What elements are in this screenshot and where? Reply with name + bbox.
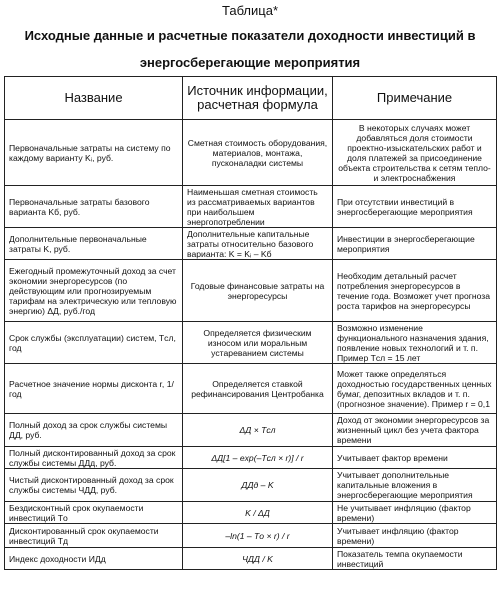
row-name: Расчетное значение нормы дисконта r, 1/год: [5, 364, 183, 414]
row-source: ΔД[1 – exp(–Tсл × r)] / r: [183, 447, 333, 469]
row-name: Полный дисконтированный доход за срок службы системы ДДд, руб.: [5, 447, 183, 469]
row-note: Показатель темпа окупаемости инвестиций: [333, 548, 497, 570]
table-row: [5, 447, 497, 469]
row-source: K / ΔД: [183, 502, 333, 524]
row-source: –ln(1 – Tо × r) / r: [183, 524, 333, 548]
row-source: ЧДД / K: [183, 548, 333, 570]
row-source: Определяется физическим износом или моральным устареванием системы: [183, 322, 333, 364]
table-number: Таблица*: [221, 3, 279, 18]
row-source: Дополнительные капитальные затраты относительно базового варианта: K = Kᵢ – Kб: [183, 228, 333, 260]
row-note: Инвестиции в энергосберегающие мероприятия: [333, 228, 497, 260]
table-row: [5, 524, 497, 548]
table-title-line-2: энергосберегающие мероприятия: [139, 55, 361, 70]
row-name: Бездисконтный срок окупаемости инвестиций Tо: [5, 502, 183, 524]
table-row: [5, 502, 497, 524]
row-name: Срок службы (эксплуатации) систем, Tсл, год: [5, 322, 183, 364]
row-source: Определяется ставкой рефинансирования Центробанка: [183, 364, 333, 414]
table-header-row: [5, 77, 497, 120]
row-name: Полный доход за срок службы системы ДД, руб.: [5, 414, 183, 447]
table-row: [5, 322, 497, 364]
investment-table: [4, 76, 497, 570]
table-row: [5, 186, 497, 228]
table-title-line-1: Исходные данные и расчетные показатели доходности инвестиций в: [24, 28, 476, 43]
row-name: Индекс доходности ИДд: [5, 548, 183, 570]
table-row: [5, 120, 497, 186]
table-row: [5, 364, 497, 414]
row-note: Возможно изменение функционального назначения здания, появление новых технологий и т. п. Пример Tсл = 15 лет: [333, 322, 497, 364]
table-row: [5, 548, 497, 570]
header-source: Источник информации, расчетная формула: [183, 77, 333, 120]
header-note: Примечание: [333, 77, 497, 120]
row-note: Учитывает фактор времени: [333, 447, 497, 469]
row-note: Учитывает инфляцию (фактор времени): [333, 524, 497, 548]
row-name: Дисконтированный срок окупаемости инвестиций Tд: [5, 524, 183, 548]
row-note: Не учитывает инфляцию (фактор времени): [333, 502, 497, 524]
row-note: Может также определяться доходностью государственных ценных бумаг, депозитных вкладов и т. п. (прогнозное значение). Пример r = 0,1: [333, 364, 497, 414]
row-note: Необходим детальный расчет потребления энергоресурсов в течение года. Возможет учет прогноза роста тарифов на энергоресурсы: [333, 260, 497, 322]
header-name: Название: [5, 77, 183, 120]
row-source: Годовые финансовые затраты на энергоресурсы: [183, 260, 333, 322]
row-note: В некоторых случаях может добавляться доля стоимости проектно-изыскательских работ и доля платежей за присоединение объекта строительства к сетям тепло- и электроснабжения: [333, 120, 497, 186]
row-note: При отсутствии инвестиций в энергосберегающие мероприятия: [333, 186, 497, 228]
row-name: Ежегодный промежуточный доход за счет экономии энергоресурсов (по действующим или прогнозируемым тарифам на электрическую или тепловую энергию) ΔД, руб./год: [5, 260, 183, 322]
row-name: Первоначальные затраты на систему по каждому варианту Kᵢ, руб.: [5, 120, 183, 186]
row-name: Первоначальные затраты базового варианта Kб, руб.: [5, 186, 183, 228]
row-source: Наименьшая сметная стоимость из рассматриваемых вариантов при наибольшем энергопотреблении: [183, 186, 333, 228]
row-source: Сметная стоимость оборудования, материалов, монтажа, пусконаладки системы: [183, 120, 333, 186]
row-note: Учитывает дополнительные капитальные вложения в энергосберегающие мероприятия: [333, 469, 497, 502]
row-note: Доход от экономии энергоресурсов за жизненный цикл без учета фактора времени: [333, 414, 497, 447]
table-row: [5, 228, 497, 260]
row-name: Дополнительные первоначальные затраты K, руб.: [5, 228, 183, 260]
row-source: ДДд – K: [183, 469, 333, 502]
table-row: [5, 260, 497, 322]
row-source: ΔД × Tсл: [183, 414, 333, 447]
table-row: [5, 469, 497, 502]
row-name: Чистый дисконтированный доход за срок службы системы ЧДД, руб.: [5, 469, 183, 502]
table-row: [5, 414, 497, 447]
